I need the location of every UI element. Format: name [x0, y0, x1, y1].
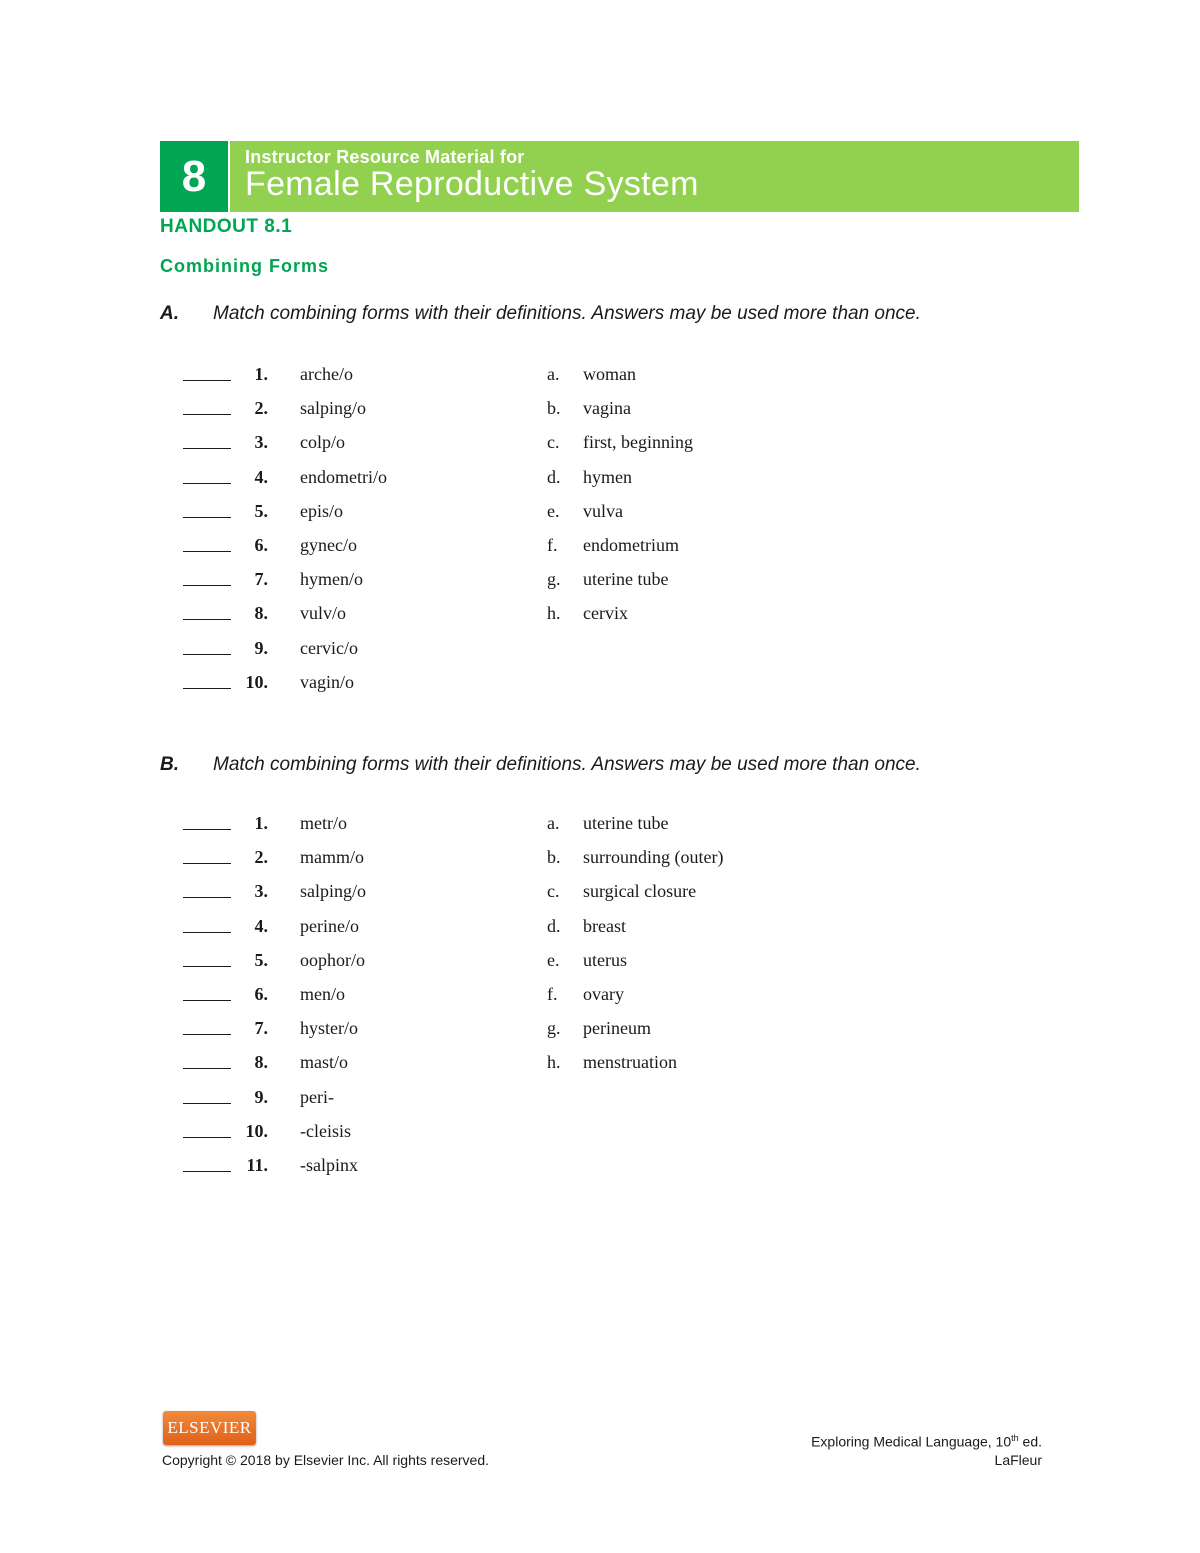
book-title: [811, 1433, 1042, 1450]
matching-row: [0, 603, 1200, 637]
part-a-list: [0, 364, 1200, 706]
definition-text: uterus: [583, 949, 627, 970]
answer-blank[interactable]: [183, 483, 231, 484]
section-title: Combining Forms: [160, 256, 329, 276]
answer-blank[interactable]: [183, 1034, 231, 1035]
part-b-list: [0, 813, 1200, 1189]
handout-label: HANDOUT 8.1: [160, 216, 293, 237]
definition-letter: h.: [547, 603, 561, 624]
definition-text: surrounding (outer): [583, 847, 724, 868]
combining-form: peri-: [300, 1086, 334, 1107]
answer-blank[interactable]: [183, 1171, 231, 1172]
combining-form: hymen/o: [300, 569, 363, 590]
definition-text: vagina: [583, 398, 631, 419]
definition-text: vulva: [583, 500, 623, 521]
combining-form: -cleisis: [300, 1120, 351, 1141]
answer-blank[interactable]: [183, 551, 231, 552]
answer-blank[interactable]: [183, 1000, 231, 1001]
item-number: 2.: [254, 398, 268, 419]
answer-blank[interactable]: [183, 654, 231, 655]
item-number: 6.: [254, 534, 268, 555]
combining-form: cervic/o: [300, 637, 358, 658]
combining-form: -salpinx: [300, 1154, 358, 1175]
matching-row: [0, 569, 1200, 603]
definition-letter: b.: [547, 847, 561, 868]
definition-text: menstruation: [583, 1052, 677, 1073]
definition-text: woman: [583, 364, 636, 384]
answer-blank[interactable]: [183, 448, 231, 449]
definition-letter: f.: [547, 983, 558, 1004]
definition-letter: g.: [547, 1018, 561, 1039]
banner-title: Female Reproductive System: [245, 165, 699, 203]
matching-row: [0, 432, 1200, 466]
answer-blank[interactable]: [183, 380, 231, 381]
definition-letter: d.: [547, 466, 561, 487]
answer-blank[interactable]: [183, 897, 231, 898]
item-number: 5.: [254, 949, 268, 970]
item-number: 7.: [254, 569, 268, 590]
answer-blank[interactable]: [183, 414, 231, 415]
combining-form: oophor/o: [300, 949, 365, 970]
matching-row: [0, 813, 1200, 847]
item-number: 8.: [254, 603, 268, 624]
chapter-banner: [160, 141, 1079, 212]
item-number: 1.: [254, 364, 268, 384]
item-number: 4.: [254, 915, 268, 936]
elsevier-logo: ELSEVIER: [163, 1411, 256, 1445]
item-number: 10.: [245, 671, 268, 692]
definition-text: breast: [583, 915, 626, 936]
definition-letter: e.: [547, 500, 560, 521]
matching-row: [0, 535, 1200, 569]
combining-form: arche/o: [300, 364, 353, 384]
definition-text: cervix: [583, 603, 628, 624]
banner-subtitle: Instructor Resource Material for: [245, 147, 525, 167]
combining-form: salping/o: [300, 398, 366, 419]
answer-blank[interactable]: [183, 863, 231, 864]
answer-blank[interactable]: [183, 517, 231, 518]
matching-row: [0, 672, 1200, 706]
matching-row: [0, 1018, 1200, 1052]
answer-blank[interactable]: [183, 1103, 231, 1104]
combining-form: colp/o: [300, 432, 345, 453]
answer-blank[interactable]: [183, 1068, 231, 1069]
item-number: 4.: [254, 466, 268, 487]
matching-row: [0, 881, 1200, 915]
item-number: 9.: [254, 637, 268, 658]
matching-row: [0, 950, 1200, 984]
definition-letter: c.: [547, 432, 560, 453]
answer-blank[interactable]: [183, 932, 231, 933]
combining-form: salping/o: [300, 881, 366, 902]
definition-letter: d.: [547, 915, 561, 936]
matching-row: [0, 916, 1200, 950]
item-number: 10.: [245, 1120, 268, 1141]
combining-form: vulv/o: [300, 603, 347, 624]
matching-row: [0, 984, 1200, 1018]
item-number: 3.: [254, 432, 268, 453]
item-number: 5.: [254, 500, 268, 521]
definition-text: surgical closure: [583, 881, 697, 902]
definition-text: first, beginning: [583, 432, 693, 453]
definition-letter: f.: [547, 534, 558, 555]
combining-form: metr/o: [300, 813, 347, 833]
matching-row: [0, 847, 1200, 881]
definition-letter: e.: [547, 949, 560, 970]
definition-letter: a.: [547, 364, 560, 384]
item-number: 3.: [254, 881, 268, 902]
matching-row: [0, 1087, 1200, 1121]
combining-form: epis/o: [300, 500, 343, 521]
combining-form: gynec/o: [300, 534, 357, 555]
matching-row: [0, 467, 1200, 501]
answer-blank[interactable]: [183, 585, 231, 586]
item-number: 6.: [254, 983, 268, 1004]
answer-blank[interactable]: [183, 966, 231, 967]
part-a-letter: A.: [160, 303, 179, 324]
combining-form: endometri/o: [300, 466, 387, 487]
combining-form: mast/o: [300, 1052, 348, 1073]
part-b-instruction-text: Match combining forms with their definitions. Answers may be used more than once.: [213, 754, 921, 775]
item-number: 11.: [246, 1154, 268, 1175]
definition-text: perineum: [583, 1018, 651, 1039]
definition-text: ovary: [583, 983, 624, 1004]
book-title-main: Exploring Medical Language, 10: [811, 1433, 1012, 1450]
definition-text: uterine tube: [583, 813, 669, 833]
answer-blank[interactable]: [183, 688, 231, 689]
item-number: 2.: [254, 847, 268, 868]
definition-letter: a.: [547, 813, 560, 833]
item-number: 9.: [254, 1086, 268, 1107]
combining-form: vagin/o: [300, 671, 354, 692]
definition-letter: g.: [547, 569, 561, 590]
matching-row: [0, 1121, 1200, 1155]
matching-row: [0, 1155, 1200, 1189]
answer-blank[interactable]: [183, 829, 231, 830]
combining-form: hyster/o: [300, 1018, 358, 1039]
matching-row: [0, 1052, 1200, 1086]
definition-text: uterine tube: [583, 569, 669, 590]
author-name: LaFleur: [994, 1452, 1042, 1468]
definition-letter: b.: [547, 398, 561, 419]
item-number: 7.: [254, 1018, 268, 1039]
part-a-instruction-text: Match combining forms with their definitions. Answers may be used more than once.: [213, 303, 921, 324]
matching-row: [0, 638, 1200, 672]
combining-form: men/o: [300, 983, 345, 1004]
combining-form: mamm/o: [300, 847, 364, 868]
part-b-letter: B.: [160, 754, 179, 775]
definition-text: hymen: [583, 466, 632, 487]
matching-row: [0, 398, 1200, 432]
answer-blank[interactable]: [183, 619, 231, 620]
book-title-sup: th: [1011, 1433, 1019, 1443]
definition-text: endometrium: [583, 534, 679, 555]
book-title-end: ed.: [1018, 1433, 1042, 1450]
copyright-text: Copyright © 2018 by Elsevier Inc. All rights reserved.: [162, 1452, 490, 1468]
item-number: 1.: [254, 813, 268, 833]
item-number: 8.: [254, 1052, 268, 1073]
chapter-number: 8: [160, 141, 230, 212]
matching-row: [0, 364, 1200, 398]
answer-blank[interactable]: [183, 1137, 231, 1138]
matching-row: [0, 501, 1200, 535]
combining-form: perine/o: [300, 915, 359, 936]
definition-letter: h.: [547, 1052, 561, 1073]
definition-letter: c.: [547, 881, 560, 902]
